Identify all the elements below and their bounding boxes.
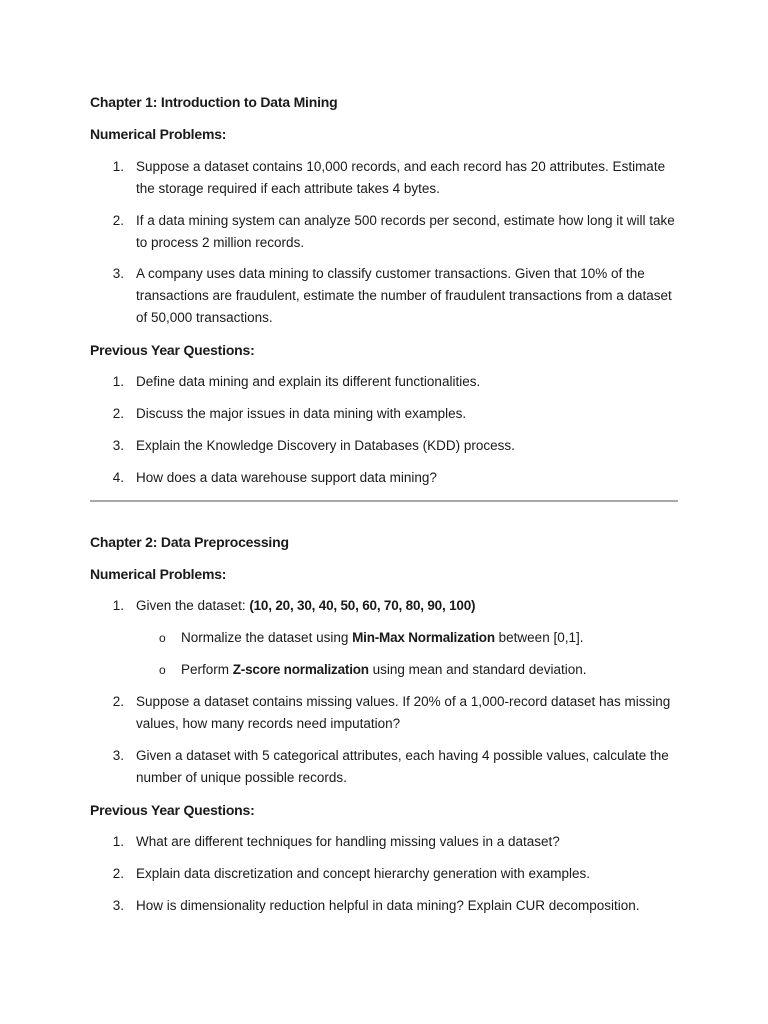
sub-item-post: between [0,1]. — [494, 630, 584, 645]
list-item-text: Explain the Knowledge Discovery in Databases (KDD) process. — [136, 438, 515, 453]
list-item-number: 3. — [112, 898, 124, 913]
list-item-number: 1. — [112, 598, 124, 613]
circle-bullet-icon: o — [159, 663, 166, 677]
sub-item-bold: Z-score normalization — [232, 662, 369, 677]
list-item-prefix: Given the dataset: — [136, 598, 250, 613]
list-item-text — [136, 595, 475, 617]
circle-bullet-icon: o — [159, 631, 166, 645]
list-item-text: Define data mining and explain its different functionalities. — [136, 374, 481, 389]
dataset-values: (10, 20, 30, 40, 50, 60, 70, 80, 90, 100) — [249, 598, 476, 613]
chapter-1-title: Chapter 1: Introduction to Data Mining — [90, 94, 338, 110]
list-item-number: 3. — [112, 748, 124, 763]
chapter-2-title: Chapter 2: Data Preprocessing — [90, 534, 289, 550]
list-item-number: 3. — [112, 266, 124, 281]
list-item-text: Suppose a dataset contains missing values. If 20% of a 1,000-record dataset has missing values, how many records need imputation? — [136, 694, 671, 731]
chapter-2-pyq-heading: Previous Year Questions: — [90, 802, 255, 818]
list-item-number: 1. — [112, 374, 124, 389]
list-item-number: 2. — [112, 866, 124, 881]
sub-list-item-text — [181, 659, 587, 681]
list-item-text: How does a data warehouse support data mining? — [136, 470, 437, 485]
list-item-number: 1. — [112, 834, 124, 849]
list-item-text: Given a dataset with 5 categorical attributes, each having 4 possible values, calculate the number of unique possible records. — [136, 748, 669, 785]
list-item-text: What are different techniques for handling missing values in a dataset? — [136, 834, 560, 849]
list-item-number: 2. — [112, 694, 124, 709]
list-item-text: If a data mining system can analyze 500 records per second, estimate how long it will take to process 2 million records. — [136, 213, 675, 250]
sub-item-pre: Normalize the dataset using — [181, 630, 353, 645]
sub-list-item-text — [181, 627, 583, 649]
list-item-text: Discuss the major issues in data mining with examples. — [136, 406, 467, 421]
sub-item-post: using mean and standard deviation. — [368, 662, 587, 677]
list-item-text: Explain data discretization and concept hierarchy generation with examples. — [136, 866, 591, 881]
section-divider — [90, 500, 678, 502]
chapter-1-numerical-heading: Numerical Problems: — [90, 126, 227, 142]
list-item-text: How is dimensionality reduction helpful in data mining? Explain CUR decomposition. — [136, 898, 640, 913]
list-item-number: 2. — [112, 406, 124, 421]
sub-item-pre: Perform — [181, 662, 233, 677]
chapter-1-pyq-heading: Previous Year Questions: — [90, 342, 255, 358]
list-item-number: 1. — [112, 159, 124, 174]
list-item-number: 3. — [112, 438, 124, 453]
list-item-number: 4. — [112, 470, 124, 485]
list-item-text: A company uses data mining to classify customer transactions. Given that 10% of the transactions are fraudulent, estimate the number of fraudulent transactions from a dataset of 50,000 transactions. — [136, 266, 672, 325]
list-item-number: 2. — [112, 213, 124, 228]
list-item-text: Suppose a dataset contains 10,000 records, and each record has 20 attributes. Estimate the storage required if each attribute takes 4 bytes. — [136, 159, 666, 196]
sub-item-bold: Min-Max Normalization — [352, 630, 495, 645]
chapter-2-numerical-heading: Numerical Problems: — [90, 566, 227, 582]
